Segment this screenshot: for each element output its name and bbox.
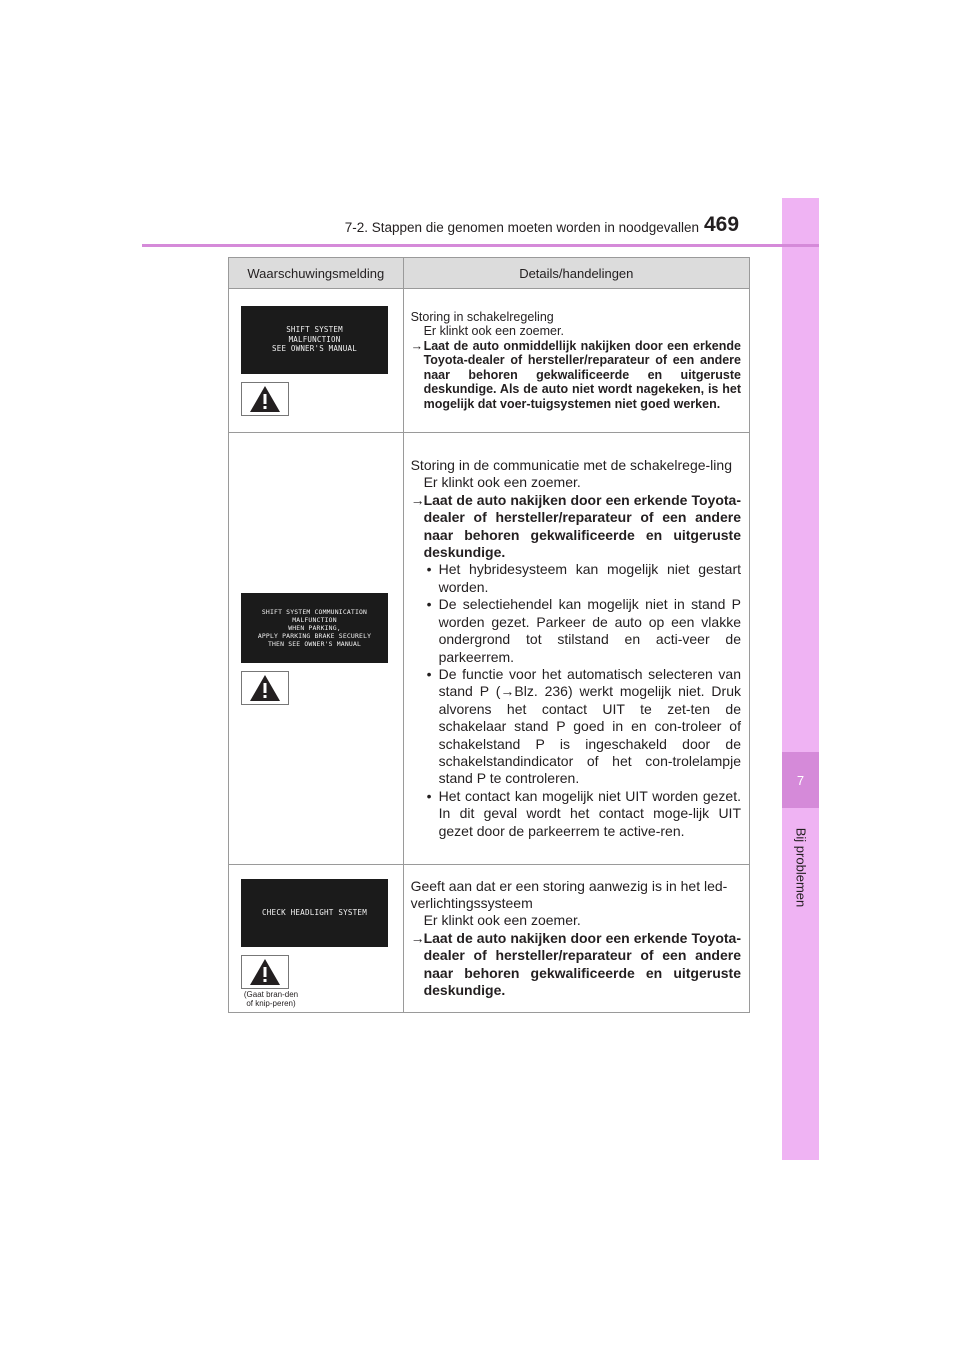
arrow-icon: → bbox=[410, 338, 424, 353]
display-line: SHIFT SYSTEM COMMUNICATION bbox=[261, 607, 368, 616]
display-line: MALFUNCTION bbox=[292, 615, 337, 624]
warning-triangle-icon bbox=[241, 671, 289, 705]
list-item bbox=[411, 788, 741, 840]
display-message bbox=[241, 593, 388, 663]
buzzer-note: Er klinkt ook een zoemer. bbox=[423, 912, 581, 929]
action-instruction bbox=[411, 492, 741, 562]
list-item bbox=[411, 666, 741, 788]
display-line: THEN SEE OWNER'S MANUAL bbox=[267, 639, 362, 648]
table-row bbox=[229, 865, 750, 1013]
section-title: 7-2. Stappen die genomen moeten worden in noodgevallen bbox=[344, 220, 699, 235]
arrow-icon: → bbox=[410, 491, 425, 508]
list-item-text: De functie voor het automatisch selecteren van stand P (→Blz. 236) werkt mogelijk niet. Druk alvorens het contact UIT te zet-ten de schakelaar stand P goed in en con-troleer of schakelstand P is ingeschakeld door de schakelstandindicator of het con-trolelampje stand P te controleren. bbox=[438, 665, 741, 787]
warning-cell bbox=[229, 865, 404, 1013]
table-row bbox=[229, 289, 750, 433]
chapter-number-box bbox=[782, 752, 819, 808]
display-message bbox=[241, 306, 388, 374]
warning-title: Geeft aan dat er een storing aanwezig is in het led-verlichtingssysteem bbox=[410, 877, 728, 911]
warning-title: Storing in de communicatie met de schakelrege-ling bbox=[410, 457, 732, 474]
list-item bbox=[411, 596, 741, 666]
warning-message-table bbox=[228, 257, 750, 1013]
list-item-text: De selectiehendel kan mogelijk niet in stand P worden gezet. Parkeer de auto op een vlakke ondergrond tot stilstand en acti-veer de parkeerrem. bbox=[438, 596, 741, 665]
bullet-icon: • bbox=[426, 787, 432, 804]
icon-note: (Gaat bran-den of knip-peren) bbox=[243, 990, 299, 1008]
buzzer-note: Er klinkt ook een zoemer. bbox=[423, 324, 564, 339]
action-instruction bbox=[411, 339, 741, 412]
side-tab bbox=[782, 198, 819, 1160]
action-instruction bbox=[411, 930, 741, 1000]
display-line: MALFUNCTION bbox=[288, 334, 341, 344]
display-message bbox=[241, 879, 388, 947]
display-line: WHEN PARKING, bbox=[288, 623, 341, 632]
display-line: SEE OWNER'S MANUAL bbox=[272, 344, 357, 354]
arrow-icon: → bbox=[410, 929, 425, 946]
bullet-icon: • bbox=[426, 561, 432, 578]
details-cell bbox=[403, 865, 749, 1013]
chapter-label: Bij problemen bbox=[793, 827, 808, 907]
column-header-details: Details/handelingen bbox=[403, 258, 749, 289]
chapter-number: 7 bbox=[796, 772, 805, 788]
list-item-text: Het contact kan mogelijk niet UIT worden gezet. In dit geval wordt het contact moge-lijk UIT gezet door de parkeerrem te active-ren. bbox=[438, 787, 741, 839]
display-line: CHECK HEADLIGHT SYSTEM bbox=[262, 908, 367, 918]
action-text: Laat de auto nakijken door een erkende Toyota-dealer of hersteller/reparateur of een andere naar behoren gekwalificeerde en uitgeruste deskundige. bbox=[423, 491, 741, 561]
page-number: 469 bbox=[704, 213, 740, 236]
header-divider bbox=[142, 244, 819, 247]
buzzer-note: Er klinkt ook een zoemer. bbox=[423, 474, 581, 491]
details-cell bbox=[403, 433, 749, 865]
warning-triangle-icon bbox=[241, 382, 289, 416]
bullet-icon: • bbox=[426, 665, 432, 682]
bullet-icon: • bbox=[426, 596, 432, 613]
display-line: SHIFT SYSTEM bbox=[286, 325, 343, 335]
column-header-warning: Waarschuwingsmelding bbox=[229, 258, 404, 289]
table-row bbox=[229, 433, 750, 865]
table-header-row bbox=[229, 258, 750, 289]
list-item-text: Het hybridesysteem kan mogelijk niet gestart worden. bbox=[438, 561, 741, 595]
warning-cell bbox=[229, 289, 404, 433]
chapter-label-container bbox=[782, 812, 819, 922]
details-cell bbox=[403, 289, 749, 433]
list-item bbox=[411, 561, 741, 596]
warning-triangle-icon bbox=[241, 955, 289, 989]
display-line: APPLY PARKING BRAKE SECURELY bbox=[257, 631, 372, 640]
warning-cell bbox=[229, 433, 404, 865]
action-text: Laat de auto nakijken door een erkende Toyota-dealer of hersteller/reparateur of een andere naar behoren gekwalificeerde en uitgeruste deskundige. bbox=[423, 929, 741, 999]
action-text: Laat de auto onmiddellijk nakijken door een erkende Toyota-dealer of hersteller/reparateur of een andere naar behoren gekwalificeerde en uitgeruste deskundige. Als de auto niet wordt nagekeken, is het mogelijk dat voer-tuigsystemen niet goed werken. bbox=[423, 338, 741, 411]
warning-title: Storing in schakelregeling bbox=[410, 309, 554, 324]
